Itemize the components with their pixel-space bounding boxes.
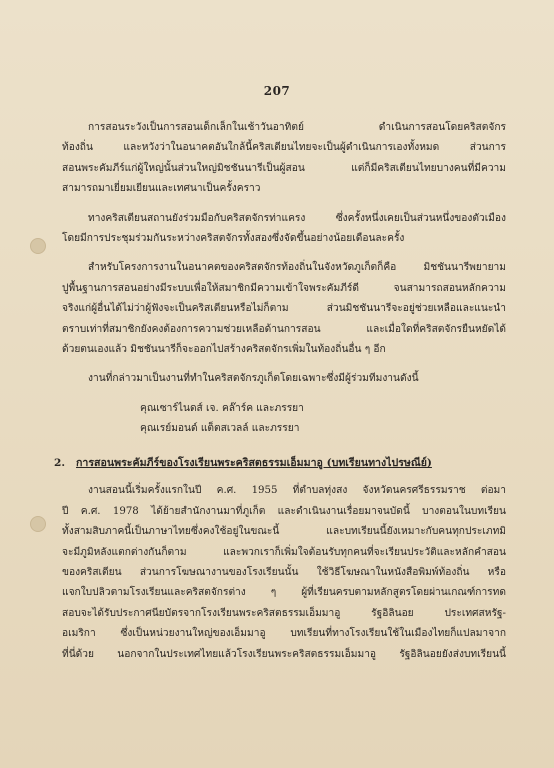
section-title: การสอนพระคัมภีร์ของโรงเรียนพระคริสตธรรมเอ็มมาอู (บทเรียนทางไปรษณีย์): [76, 457, 432, 470]
text-line: สามารถมาเยี่ยมเยียนและเทศนาเป็นครั้งคราว: [62, 183, 261, 195]
text-line: สอนพระคัมภีร์แก่ผู้ใหญ่นั้นส่วนใหญ่มิชชันนารีเป็นผู้สอน แต่ก็มีคริสเตียนไทยบางคนที่มีความ: [62, 162, 506, 174]
punch-hole: [30, 516, 46, 532]
page-body: [54, 118, 506, 674]
text-line: งานสอนนี้เริ่มครั้งแรกในปี ค.ศ. 1955 ที่ตำบลทุ่งสง จังหวัดนครศรีธรรมราช ต่อมา: [88, 485, 506, 497]
text-line: ปูพื้นฐานการสอนอย่างมีระบบเพื่อให้สมาชิกมีความเข้าใจพระคัมภีร์ดี จนสามารถสอนหลักความ: [62, 282, 506, 294]
text-line: ทางคริสเตียนสถานยังร่วมมือกับคริสตจักรท่าแครง ซึ่งครั้งหนึ่งเคยเป็นส่วนหนึ่งของตัวเมือง: [88, 212, 506, 224]
text-line: แจกใบปลิวตามโรงเรียนและคริสตจักรต่าง ๆ ผู้ที่เรียนครบตามหลักสูตรโดยผ่านเกณฑ์การทด: [62, 587, 506, 599]
text-line: งานที่กล่าวมาเป็นงานที่ทำในคริสตจักรภูเก็ตโดยเฉพาะซึ่งมีผู้ร่วมทีมงานดังนี้: [88, 373, 419, 385]
text-line: ท้องถิ่น และหวังว่าในอนาคตอันใกล้นี้คริสเตียนไทยจะเป็นผู้ดำเนินการเองทั้งหมด ส่วนการ: [62, 142, 506, 154]
section-number: 2.: [54, 457, 66, 470]
text-line: การสอนระวังเป็นการสอนเด็กเล็กในเช้าวันอาทิตย์ ดำเนินการสอนโดยคริสตจักร: [88, 122, 506, 133]
text-line: ที่นี่ด้วย นอกจากในประเทศไทยแล้วโรงเรียนพระคริสตธรรมเอ็มมาอู รัฐอิลินอยยังส่งบทเรียนนี้: [62, 648, 506, 660]
section-heading: [54, 453, 506, 473]
page-number: 207: [263, 84, 291, 98]
text-line: สอบจะได้รับประกาศนียบัตรจากโรงเรียนพระคริสตธรรมเอ็มมาอู รัฐอิลินอย ประเทศสหรัฐ-: [62, 607, 506, 619]
text-line: ตราบเท่าที่สมาชิกยังคงต้องการความช่วยเหลือด้านการสอน และเมื่อใดที่คริสตจักรยืนหยัดได้: [62, 323, 506, 335]
text-line: จริงแก่ผู้อื่นได้ไม่ว่าผู้ฟังจะเป็นคริสเตียนหรือไม่ก็ตาม ส่วนมิชชันนารีจะอยู่ช่วยเหลือและแนะนำ: [62, 303, 506, 315]
team-member: คุณเรย์มอนด์ แต็ตสเวลล์ และภรรยา: [140, 423, 300, 435]
text-line: โดยมีการประชุมร่วมกันระหว่างคริสตจักรทั้งสองซึ่งจัดขึ้นอย่างน้อยเดือนละครั้ง: [62, 232, 405, 244]
text-line: ทั้งสามสิบภาคนี้เป็นภาษาไทยซึ่งคงใช้อยู่ในขณะนี้ และบทเรียนนี้ยังเหมาะกับคนทุกประเภทมิ: [62, 526, 506, 538]
text-line: ด้วยตนเองแล้ว มิชชันนารีก็จะออกไปสร้างคริสตจักรเพิ่มในท้องถิ่นอื่น ๆ อีก: [62, 343, 386, 355]
paragraph-1: [62, 118, 506, 200]
paragraph-2: [62, 209, 506, 250]
paragraph-4: [62, 369, 506, 389]
team-member: คุณเซาร์ไนดส์ เจ. คล๊าร์ค และภรรยา: [140, 402, 304, 414]
paragraph-3: [62, 258, 506, 360]
text-line: ปี ค.ศ. 1978 ได้ย้ายสำนักงานมาที่ภูเก็ต และดำเนินงานเรื่อยมาจนบัดนี้ บางตอนในบทเรียน: [62, 505, 506, 517]
text-line: จะมีภูมิหลังแตกต่างกันก็ตาม และพวกเราก็เพิ่มใจต้อนรับทุกคนที่จะเรียนประวัติและหลักคำสอน: [62, 546, 506, 558]
text-line: ของคริสเตียน ส่วนการโฆษณางานของโรงเรียนนั้น ใช้วิธีโฆษณาในหนังสือพิมพ์ท้องถิ่น หรือ: [62, 567, 506, 579]
text-line: สำหรับโครงการงานในอนาคตของคริสตจักรท้องถิ่นในจังหวัดภูเก็ตก็คือ มิชชันนารีพยายาม: [88, 262, 506, 274]
punch-hole: [30, 238, 46, 254]
text-line: อเมริกา ซึ่งเป็นหน่วยงานใหญ่ของเอ็มมาอู บทเรียนที่ทางโรงเรียนใช้ในเมืองไทยก็แปลมาจาก: [62, 628, 506, 640]
section-paragraph: [62, 481, 506, 665]
team-member-list: [62, 399, 506, 440]
